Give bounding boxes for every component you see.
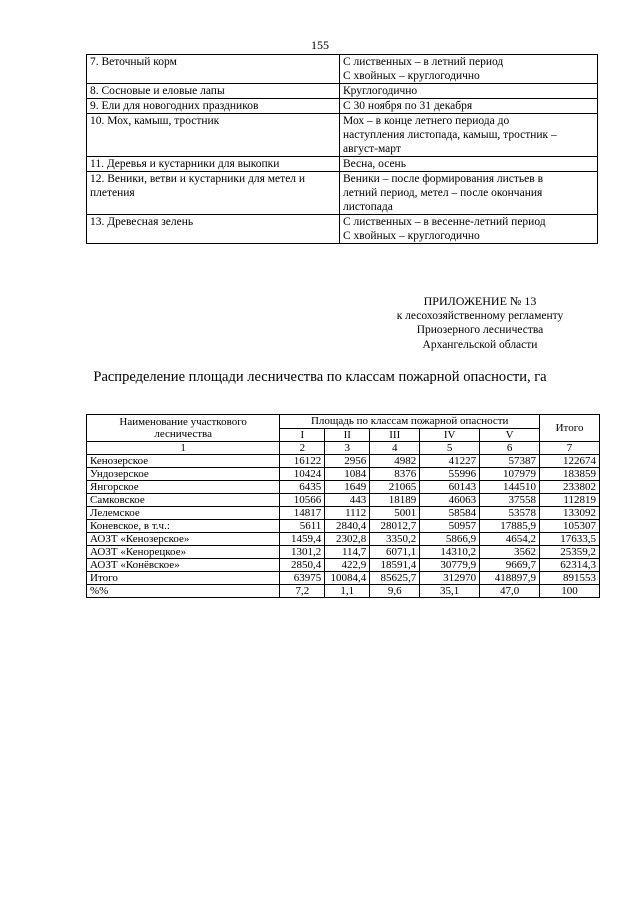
table-row xyxy=(87,215,598,244)
area-value: 35,1 xyxy=(420,585,480,598)
table-row xyxy=(87,585,600,598)
header-total: Итого xyxy=(540,415,600,442)
area-value: 2956 xyxy=(325,455,370,468)
area-value: 57387 xyxy=(480,455,540,468)
header-class: IV xyxy=(420,428,480,442)
table-row xyxy=(87,84,598,99)
period-line: август-март xyxy=(343,143,401,155)
area-value: 62314,3 xyxy=(540,559,600,572)
area-value: 183859 xyxy=(540,468,600,481)
col-number: 5 xyxy=(420,442,480,455)
area-value: 133092 xyxy=(540,507,600,520)
area-value: 3350,2 xyxy=(370,533,420,546)
area-value: 8376 xyxy=(370,468,420,481)
area-value: 1,1 xyxy=(325,585,370,598)
area-value: 85625,7 xyxy=(370,572,420,585)
forestry-name: АОЗТ «Кенозерское» xyxy=(87,533,280,546)
period-line: Весна, осень xyxy=(343,158,406,170)
fire-table-title: Распределение площади лесничества по классам пожарной опасности, га xyxy=(93,369,547,385)
area-value: 9,6 xyxy=(370,585,420,598)
area-value: 3562 xyxy=(480,546,540,559)
area-value: 2850,4 xyxy=(280,559,325,572)
area-value: 443 xyxy=(325,494,370,507)
col-number: 2 xyxy=(280,442,325,455)
col-number: 3 xyxy=(325,442,370,455)
period-line: С 30 ноября по 31 декабря xyxy=(343,100,473,112)
table-row xyxy=(87,481,600,494)
area-value: 112819 xyxy=(540,494,600,507)
schedule-item: 7. Веточный корм xyxy=(87,55,340,84)
area-value: 28012,7 xyxy=(370,520,420,533)
table-row xyxy=(87,157,598,172)
area-value: 5866,9 xyxy=(420,533,480,546)
area-value: 2302,8 xyxy=(325,533,370,546)
area-value: 422,9 xyxy=(325,559,370,572)
area-value: 233802 xyxy=(540,481,600,494)
schedule-period xyxy=(340,84,598,99)
area-value: 9669,7 xyxy=(480,559,540,572)
forestry-name: АОЗТ «Конёвское» xyxy=(87,559,280,572)
schedule-item: 11. Деревья и кустарники для выкопки xyxy=(87,157,340,172)
area-value: 25359,2 xyxy=(540,546,600,559)
forestry-name: Кенозерское xyxy=(87,455,280,468)
area-value: 122674 xyxy=(540,455,600,468)
header-name: Наименование участкового лесничества xyxy=(87,415,280,442)
schedule-item: 13. Древесная зелень xyxy=(87,215,340,244)
forestry-name: Самковское xyxy=(87,494,280,507)
area-value: 6435 xyxy=(280,481,325,494)
area-value: 4654,2 xyxy=(480,533,540,546)
schedule-item: 8. Сосновые и еловые лапы xyxy=(87,84,340,99)
area-value: 4982 xyxy=(370,455,420,468)
forestry-name: АОЗТ «Кенорецкое» xyxy=(87,546,280,559)
forestry-name: Ундозерское xyxy=(87,468,280,481)
area-value: 114,7 xyxy=(325,546,370,559)
schedule-period xyxy=(340,157,598,172)
area-value: 60143 xyxy=(420,481,480,494)
table-row xyxy=(87,468,600,481)
table-row xyxy=(87,533,600,546)
area-value: 107979 xyxy=(480,468,540,481)
area-value: 144510 xyxy=(480,481,540,494)
table-row xyxy=(87,494,600,507)
period-line: листопада xyxy=(343,201,393,213)
harvest-period-table xyxy=(86,54,598,244)
appendix-line: Архангельской области xyxy=(422,338,538,351)
area-value: 63975 xyxy=(280,572,325,585)
area-value: 14817 xyxy=(280,507,325,520)
appendix-title: ПРИЛОЖЕНИЕ № 13 xyxy=(423,294,537,308)
header-area-group: Площадь по классам пожарной опасности xyxy=(280,415,540,429)
area-value: 14310,2 xyxy=(420,546,480,559)
area-value: 18189 xyxy=(370,494,420,507)
period-line: Мох – в конце летнего периода до xyxy=(343,115,510,127)
area-value: 37558 xyxy=(480,494,540,507)
area-value: 18591,4 xyxy=(370,559,420,572)
area-value: 16122 xyxy=(280,455,325,468)
period-line: летний период, метел – после окончания xyxy=(343,187,543,199)
area-value: 58584 xyxy=(420,507,480,520)
area-value: 55996 xyxy=(420,468,480,481)
table-row xyxy=(87,455,600,468)
schedule-item: 12. Веники, ветви и кустарники для метел и плетения xyxy=(87,172,340,215)
col-number: 7 xyxy=(540,442,600,455)
area-value: 50957 xyxy=(420,520,480,533)
schedule-period xyxy=(340,114,598,157)
forestry-name: Янгорское xyxy=(87,481,280,494)
period-line: Круглогодично xyxy=(343,85,418,97)
area-value: 6071,1 xyxy=(370,546,420,559)
schedule-item: 9. Ели для новогодних праздников xyxy=(87,99,340,114)
area-value: 46063 xyxy=(420,494,480,507)
area-value: 418897,9 xyxy=(480,572,540,585)
period-line: наступления листопада, камыш, тростник – xyxy=(343,129,557,141)
area-value: 17885,9 xyxy=(480,520,540,533)
header-class: V xyxy=(480,428,540,442)
period-line: С хвойных – круглогодично xyxy=(343,230,480,242)
period-line: С хвойных – круглогодично xyxy=(343,70,480,82)
area-value: 47,0 xyxy=(480,585,540,598)
table-row xyxy=(87,546,600,559)
period-line: Веники – после формирования листьев в xyxy=(343,173,544,185)
col-number: 1 xyxy=(87,442,280,455)
area-value: 1459,4 xyxy=(280,533,325,546)
forestry-name: Коневское, в т.ч.: xyxy=(87,520,280,533)
area-value: 17633,5 xyxy=(540,533,600,546)
period-line: С лиственных – в летний период xyxy=(343,56,504,68)
fire-class-table xyxy=(86,414,600,598)
table-row xyxy=(87,172,598,215)
area-value: 2840,4 xyxy=(325,520,370,533)
appendix-line: Приозерного лесничества xyxy=(416,324,544,336)
col-number: 6 xyxy=(480,442,540,455)
area-value: 1649 xyxy=(325,481,370,494)
page-number: 155 xyxy=(311,38,329,52)
appendix-line: к лесохозяйственному регламенту xyxy=(396,309,564,322)
table-row xyxy=(87,572,600,585)
area-value: 53578 xyxy=(480,507,540,520)
area-value: 7,2 xyxy=(280,585,325,598)
schedule-period xyxy=(340,55,598,84)
table-row xyxy=(87,520,600,533)
area-value: 30779,9 xyxy=(420,559,480,572)
schedule-period xyxy=(340,99,598,114)
area-value: 100 xyxy=(540,585,600,598)
table-row xyxy=(87,507,600,520)
schedule-period xyxy=(340,172,598,215)
table-row xyxy=(87,55,598,84)
area-value: 1301,2 xyxy=(280,546,325,559)
area-value: 312970 xyxy=(420,572,480,585)
area-value: 41227 xyxy=(420,455,480,468)
col-number: 4 xyxy=(370,442,420,455)
area-value: 891553 xyxy=(540,572,600,585)
area-value: 10084,4 xyxy=(325,572,370,585)
area-value: 10566 xyxy=(280,494,325,507)
table-row xyxy=(87,114,598,157)
forestry-name: Лелемское xyxy=(87,507,280,520)
header-class: I xyxy=(280,428,325,442)
schedule-period xyxy=(340,215,598,244)
area-value: 1112 xyxy=(325,507,370,520)
area-value: 10424 xyxy=(280,468,325,481)
area-value: 21065 xyxy=(370,481,420,494)
forestry-name: %% xyxy=(87,585,280,598)
period-line: С лиственных – в весенне-летний период xyxy=(343,216,546,228)
schedule-item: 10. Мох, камыш, тростник xyxy=(87,114,340,157)
forestry-name: Итого xyxy=(87,572,280,585)
header-class: II xyxy=(325,428,370,442)
table-row xyxy=(87,99,598,114)
header-class: III xyxy=(370,428,420,442)
area-value: 1084 xyxy=(325,468,370,481)
area-value: 5611 xyxy=(280,520,325,533)
area-value: 5001 xyxy=(370,507,420,520)
table-row xyxy=(87,559,600,572)
area-value: 105307 xyxy=(540,520,600,533)
appendix-heading xyxy=(360,294,600,352)
